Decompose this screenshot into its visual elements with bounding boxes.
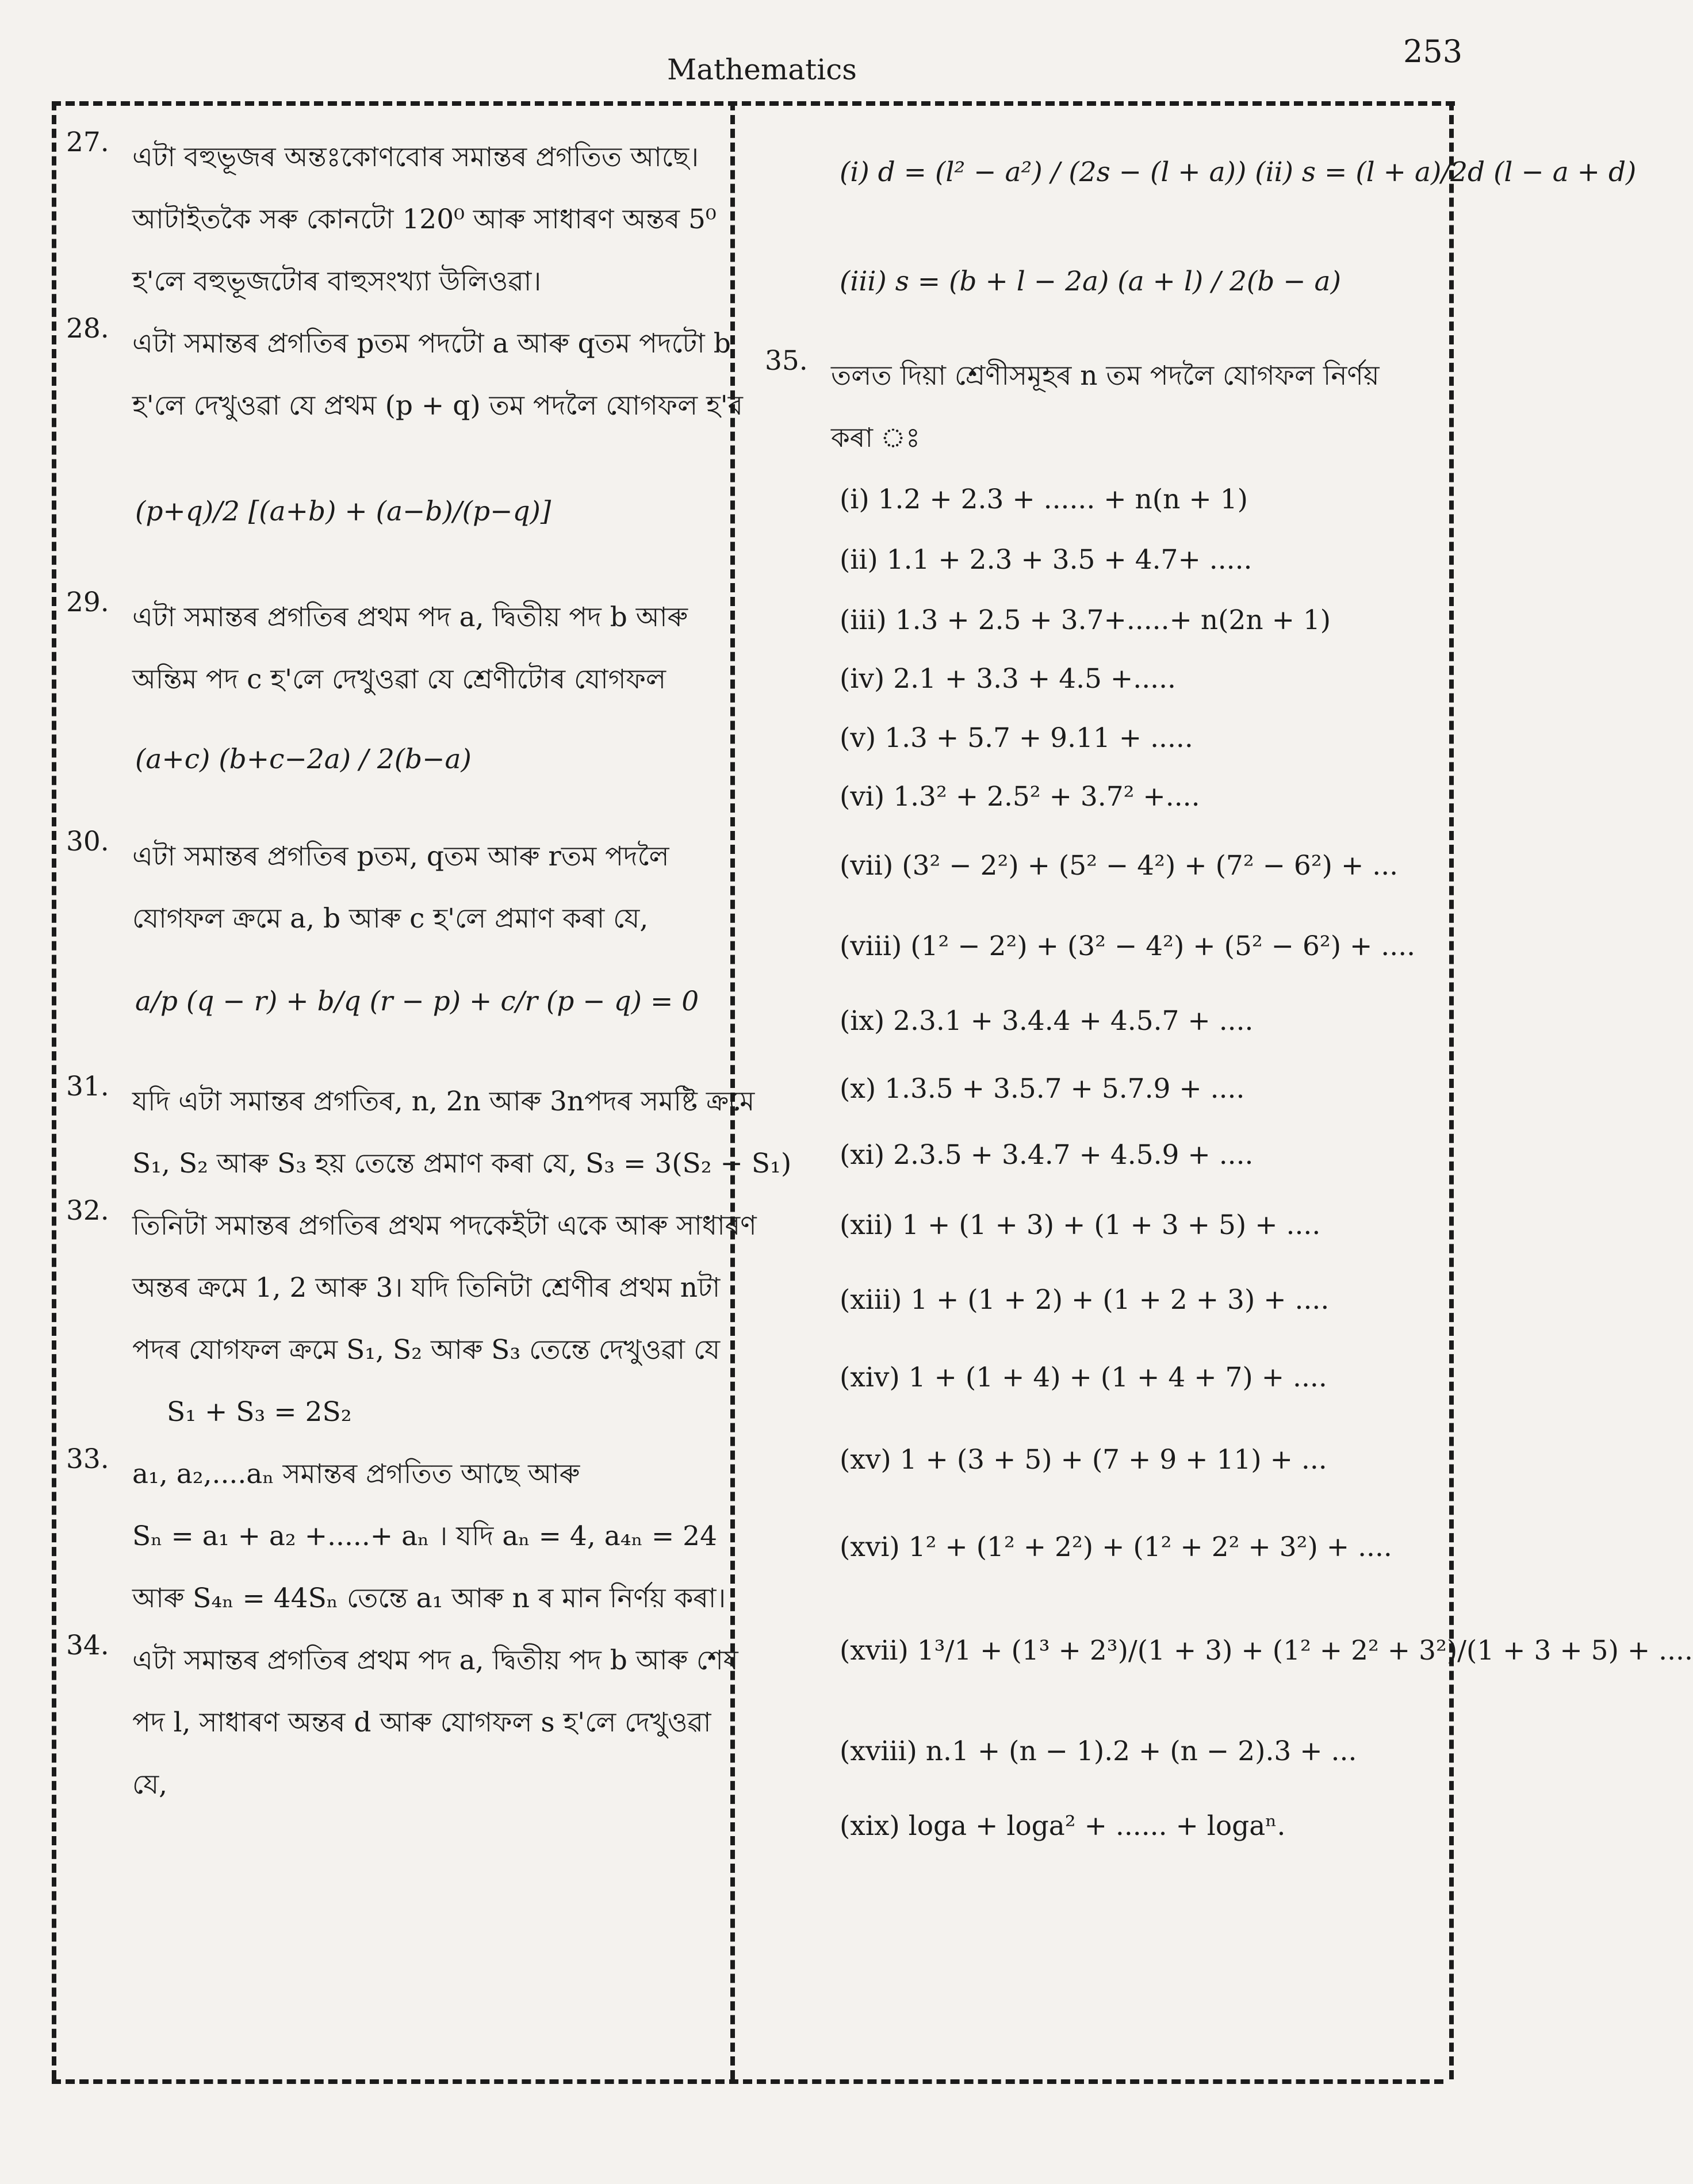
series-item: (v) 1.3 + 5.7 + 9.11 + ..... [840, 722, 1193, 754]
question-number: 35. [765, 345, 808, 377]
series-item: (i) 1.2 + 2.3 + ...... + n(n + 1) [840, 484, 1248, 515]
question-27 [66, 127, 716, 313]
question-33 [66, 1443, 726, 1630]
question-line: আটাইতকৈ সৰু কোনটো 120⁰ আৰু সাধাৰণ অন্তৰ 5⁰ [132, 204, 717, 235]
series-item: (xix) loga + loga² + ...... + logaⁿ. [840, 1810, 1286, 1842]
question-line: যোগফল ক্ৰমে a, b আৰু c হ'লে প্ৰমাণ কৰা যে, [132, 903, 649, 934]
question-32 [66, 1195, 757, 1443]
question-line: অন্তৰ ক্ৰমে 1, 2 আৰু 3। যদি তিনিটা শ্ৰেণীৰ প্ৰথম nটা [132, 1272, 721, 1304]
frame-bottom-border [52, 2079, 1443, 2084]
question-number: 29. [66, 587, 109, 618]
question-number: 30. [66, 826, 109, 857]
series-item: (iii) 1.3 + 2.5 + 3.7+.....+ n(2n + 1) [840, 604, 1331, 636]
q34-part-i-ii: (i) d = (l² − a²) / (2s − (l + a)) (ii) s = (l + a)/2d (l − a + d) [840, 156, 1637, 188]
series-item: (x) 1.3.5 + 3.5.7 + 5.7.9 + .... [840, 1073, 1245, 1105]
question-line: হ'লে বহুভূজটোৰ বাহুসংখ্যা উলিওৱা। [132, 266, 542, 297]
series-item: (xviii) n.1 + (n − 1).2 + (n − 2).3 + ... [840, 1735, 1357, 1767]
right-column [765, 127, 1693, 1858]
series-item: (vii) (3² − 2²) + (5² − 4²) + (7² − 6²) + ... [840, 850, 1399, 882]
series-list [765, 469, 1693, 1858]
series-item: (xi) 2.3.5 + 3.4.7 + 4.5.9 + .... [840, 1139, 1254, 1171]
question-line: এটা সমান্তৰ প্ৰগতিৰ pতম পদটো a আৰু qতম পদটো b [132, 328, 731, 359]
question-line: পদ l, সাধাৰণ অন্তৰ d আৰু যোগফল s হ'লে দেখুওৱা [132, 1707, 711, 1738]
formula: (p+q)/2 [(a+b) + (a−b)/(p−q)] [135, 496, 551, 527]
question-line: এটা বহুভূজৰ অন্তঃকোণবোৰ সমান্তৰ প্ৰগতিত আছে। [132, 141, 699, 173]
question-line: তিনিটা সমান্তৰ প্ৰগতিৰ প্ৰথম পদকেইটা একে আৰু সাধাৰণ [132, 1210, 757, 1242]
series-item: (xvii) 1³/1 + (1³ + 2³)/(1 + 3) + (1² + 2² + 3²)/(1 + 3 + 5) + .... [840, 1635, 1693, 1666]
question-number: 34. [66, 1630, 109, 1661]
question-30 [66, 826, 716, 950]
question-line: a₁, a₂,....aₙ সমান্তৰ প্ৰগতিত আছে আৰু [132, 1458, 580, 1490]
question-line: যদি এটা সমান্তৰ প্ৰগতিৰ, n, 2n আৰু 3nপদৰ সমষ্টি ক্ৰমে [132, 1086, 755, 1117]
question-number: 31. [66, 1071, 109, 1102]
page-number: 253 [1403, 33, 1463, 70]
formula: a/p (q − r) + b/q (r − p) + c/r (p − q) = 0 [135, 986, 699, 1017]
question-line: Sₙ = a₁ + a₂ +.....+ aₙ । যদি aₙ = 4, a₄ₙ = 24 [132, 1520, 717, 1552]
question-number: 33. [66, 1443, 109, 1475]
question-line: S₁, S₂ আৰু S₃ হয় তেন্তে প্ৰমাণ কৰা যে, S₃ = 3(S₂ − S₁) [132, 1148, 792, 1179]
frame-top-border [52, 101, 1455, 106]
frame-left-border [52, 101, 56, 2079]
question-number: 28. [66, 313, 109, 344]
question-31 [66, 1071, 792, 1195]
question-number: 27. [66, 127, 109, 158]
question-line: এটা সমান্তৰ প্ৰগতিৰ প্ৰথম পদ a, দ্বিতীয় পদ b আৰু [132, 601, 688, 633]
series-item: (viii) (1² − 2²) + (3² − 4²) + (5² − 6²) + .... [840, 930, 1416, 962]
running-head: Mathematics [667, 53, 857, 86]
question-line: এটা সমান্তৰ প্ৰগতিৰ pতম, qতম আৰু rতম পদলৈ [132, 841, 669, 872]
formula: S₁ + S₃ = 2S₂ [167, 1396, 352, 1428]
series-item: (xii) 1 + (1 + 3) + (1 + 3 + 5) + .... [840, 1209, 1321, 1241]
series-item: (ix) 2.3.1 + 3.4.4 + 4.5.7 + .... [840, 1005, 1254, 1037]
series-item: (xiii) 1 + (1 + 2) + (1 + 2 + 3) + .... [840, 1284, 1330, 1316]
question-line: পদৰ যোগফল ক্ৰমে S₁, S₂ আৰু S₃ তেন্তে দেখুওৱা যে [132, 1334, 721, 1366]
question-number: 32. [66, 1195, 109, 1227]
series-item: (xvi) 1² + (1² + 2²) + (1² + 2² + 3²) + .... [840, 1531, 1392, 1563]
question-line: যে, [132, 1769, 168, 1800]
question-line: তলত দিয়া শ্ৰেণীসমূহৰ n তম পদলৈ যোগফল নিৰ্ণয় [831, 360, 1380, 392]
question-line: আৰু S₄ₙ = 44Sₙ তেন্তে a₁ আৰু n ৰ মান নিৰ্ণয় কৰা। [132, 1583, 726, 1614]
q34-part-iii: (iii) s = (b + l − 2a) (a + l) / 2(b − a) [840, 266, 1341, 297]
question-line: অন্তিম পদ c হ'লে দেখুওৱা যে শ্ৰেণীটোৰ যোগফল [132, 664, 666, 695]
series-item: (xiv) 1 + (1 + 4) + (1 + 4 + 7) + .... [840, 1362, 1327, 1393]
question-35 [765, 345, 1432, 469]
question-29 [66, 587, 716, 711]
question-line: কৰা ঃ [831, 422, 921, 454]
formula: (a+c) (b+c−2a) / 2(b−a) [135, 744, 472, 775]
question-34 [66, 1630, 738, 1816]
series-item: (xv) 1 + (3 + 5) + (7 + 9 + 11) + ... [840, 1444, 1327, 1476]
question-28 [66, 313, 743, 437]
question-line: হ'লে দেখুওৱা যে প্ৰথম (p + q) তম পদলৈ যোগফল হ'ব [132, 390, 743, 422]
series-item: (iv) 2.1 + 3.3 + 4.5 +..... [840, 663, 1176, 695]
question-line: এটা সমান্তৰ প্ৰগতিৰ প্ৰথম পদ a, দ্বিতীয় পদ b আৰু শেষ [132, 1645, 738, 1676]
series-item: (vi) 1.3² + 2.5² + 3.7² +.... [840, 781, 1200, 813]
frame-right-border [1449, 101, 1454, 2079]
series-item: (ii) 1.1 + 2.3 + 3.5 + 4.7+ ..... [840, 544, 1252, 576]
